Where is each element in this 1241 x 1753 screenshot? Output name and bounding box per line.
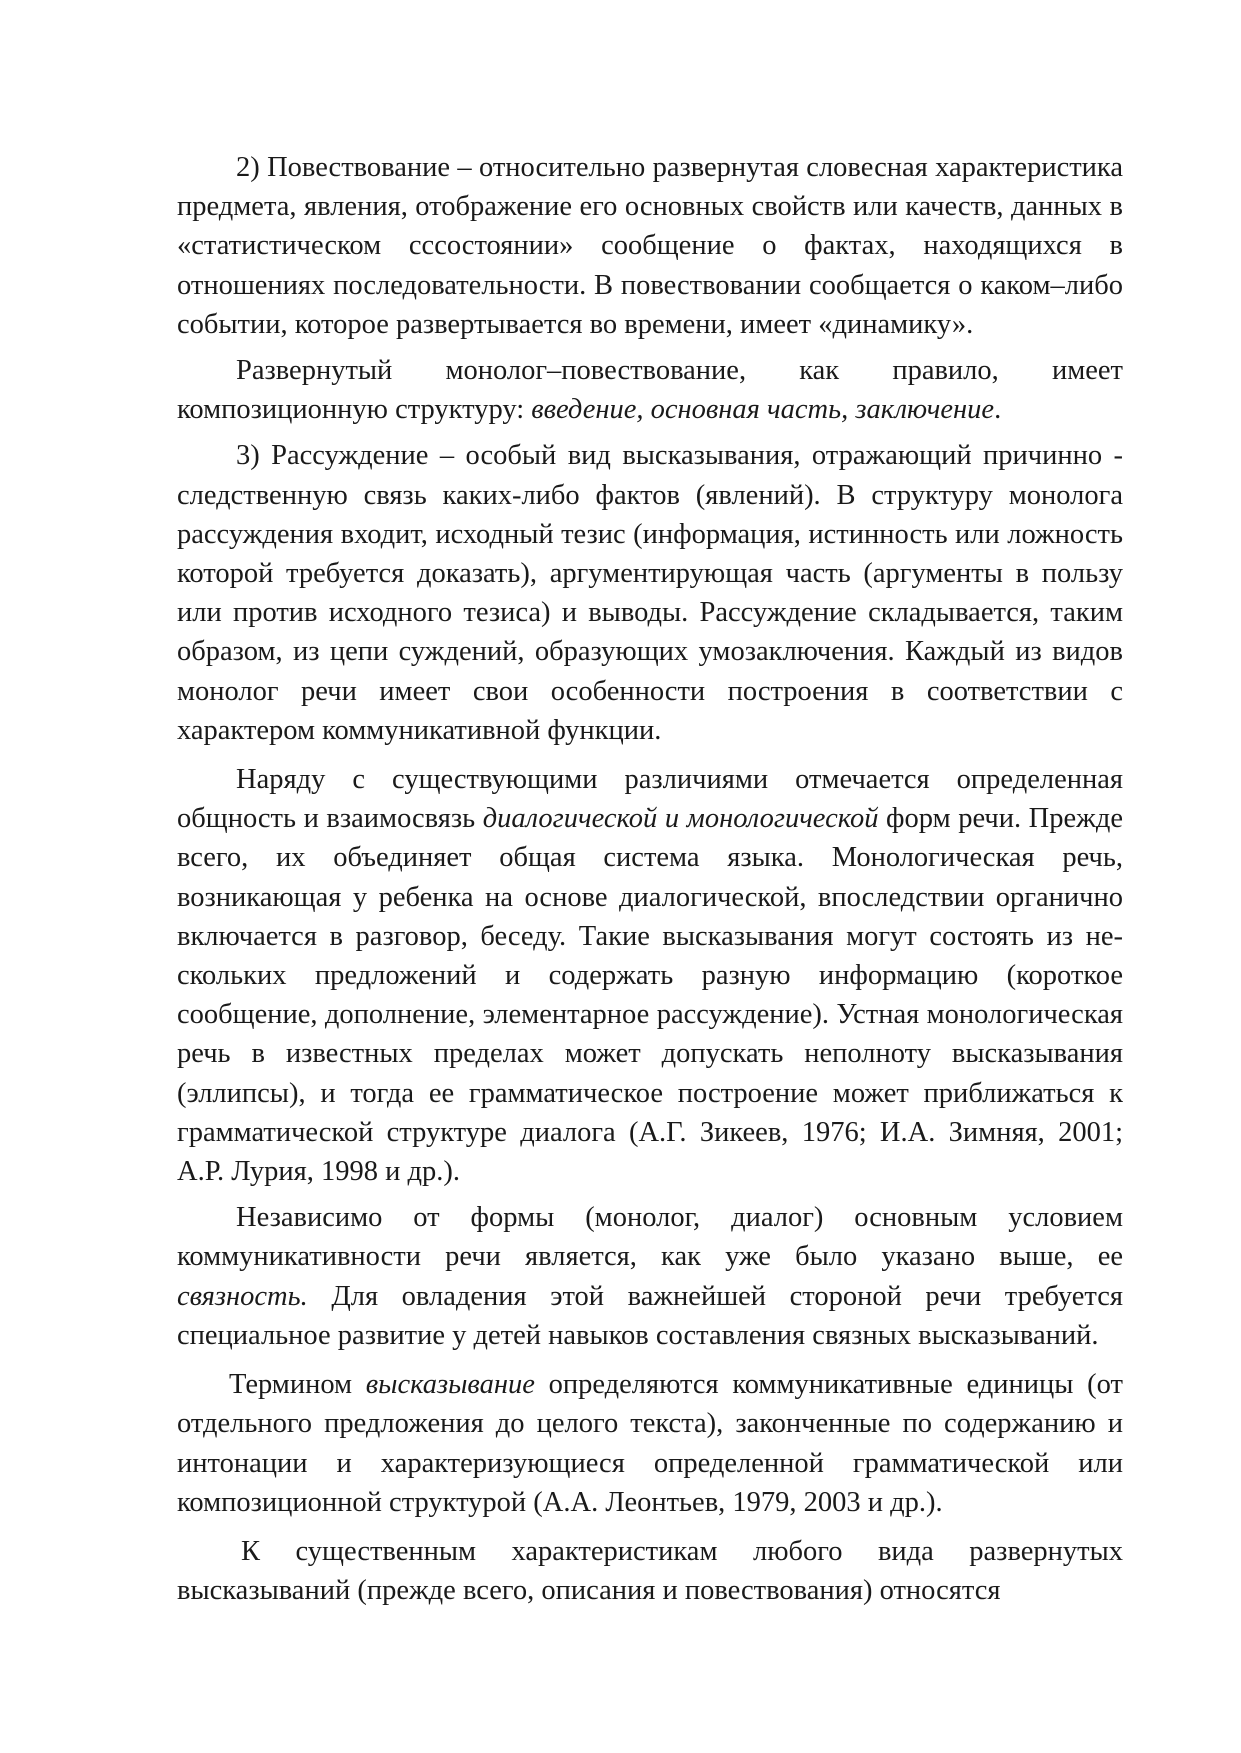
text-run: Независимо от формы (монолог, диалог) основным условием коммуникативности речи является, как уже было указано выше, ее [177,1202,1123,1273]
document-page [177,148,1123,1610]
text-run: Для овладения этой важнейшей стороной речи требуется специальное развитие у детей навыков составления связных высказываний. [177,1280,1123,1351]
paragraph-characteristics: К существенным характеристикам любого вида развернутых высказываний (прежде всего, описания и повествования) относятся [177,1535,1123,1607]
paragraph-coherence [177,1198,1123,1355]
paragraph-commonality [177,760,1123,1191]
text-run: определяются коммуникативные единицы (от отдельного предложения до целого текста), законченные по содержанию и интонации и характеризующиеся определенной грамматической или композиционной структурой (А.А. Леонтьев, 1979, 2003 и др.). [177,1369,1123,1518]
italic-text: диалогической и монологической [482,803,879,835]
text-run: Термином [229,1369,366,1401]
text-run: . [994,394,1002,426]
paragraph-narration: 2) Повествование – относительно развернутая словесная характеристика предмета, явления, отображение его основных свойств или качеств, данных в «статистическом сссостоянии» сообщение о фактах, находящихся в отношениях последовательности. В повествовании сообщается о каком–либо событии, которое развертывается во времени, имеет «динамику». [177,152,1123,340]
paragraph-structure [177,351,1123,429]
italic-text: высказывание [365,1369,535,1401]
italic-text: введение, основная часть, заключение [531,394,995,426]
text-run: Наряду с существующими различиями отмечается определенная общность и взаимосвязь [177,764,1123,835]
italic-text: связность. [177,1280,308,1312]
paragraph-utterance [177,1365,1123,1522]
text-run: Развернутый монолог–повествование, как правило, имеет композиционную структуру: [177,355,1123,426]
text-run: форм речи. Прежде всего, их объединяет общая система языка. Монологическая речь, возникающая у ребенка на основе диалогической, впоследствии органично включается в разговор, беседу. Такие высказывания могут состоять из не-скольких предложений и содержать разную информацию (короткое сообщение, дополнение, элементарное рассуждение). Устная монологическая речь в известных пределах может допускать неполноту высказывания (эллипсы), и тогда ее грамматическое построение может приближаться к грамматической структуре диалога (А.Г. Зикеев, 1976; И.А. Зимняя, 2001; А.Р. Лурия, 1998 и др.). [177,803,1123,1188]
paragraph-reasoning: 3) Рассуждение – особый вид высказывания, отражающий причинно - следственную связь каких-либо фактов (явлений). В структуру монолога рассуждения входит, исходный тезис (информация, истинность или ложность которой требуется доказать), аргументирующая часть (аргументы в пользу или против исходного тезиса) и выводы. Рассуждение складывается, таким образом, из цепи суждений, образующих умозаключения. Каждый из видов монолог речи имеет свои особенности построения в соответствии с характером коммуникативной функции. [177,440,1123,746]
